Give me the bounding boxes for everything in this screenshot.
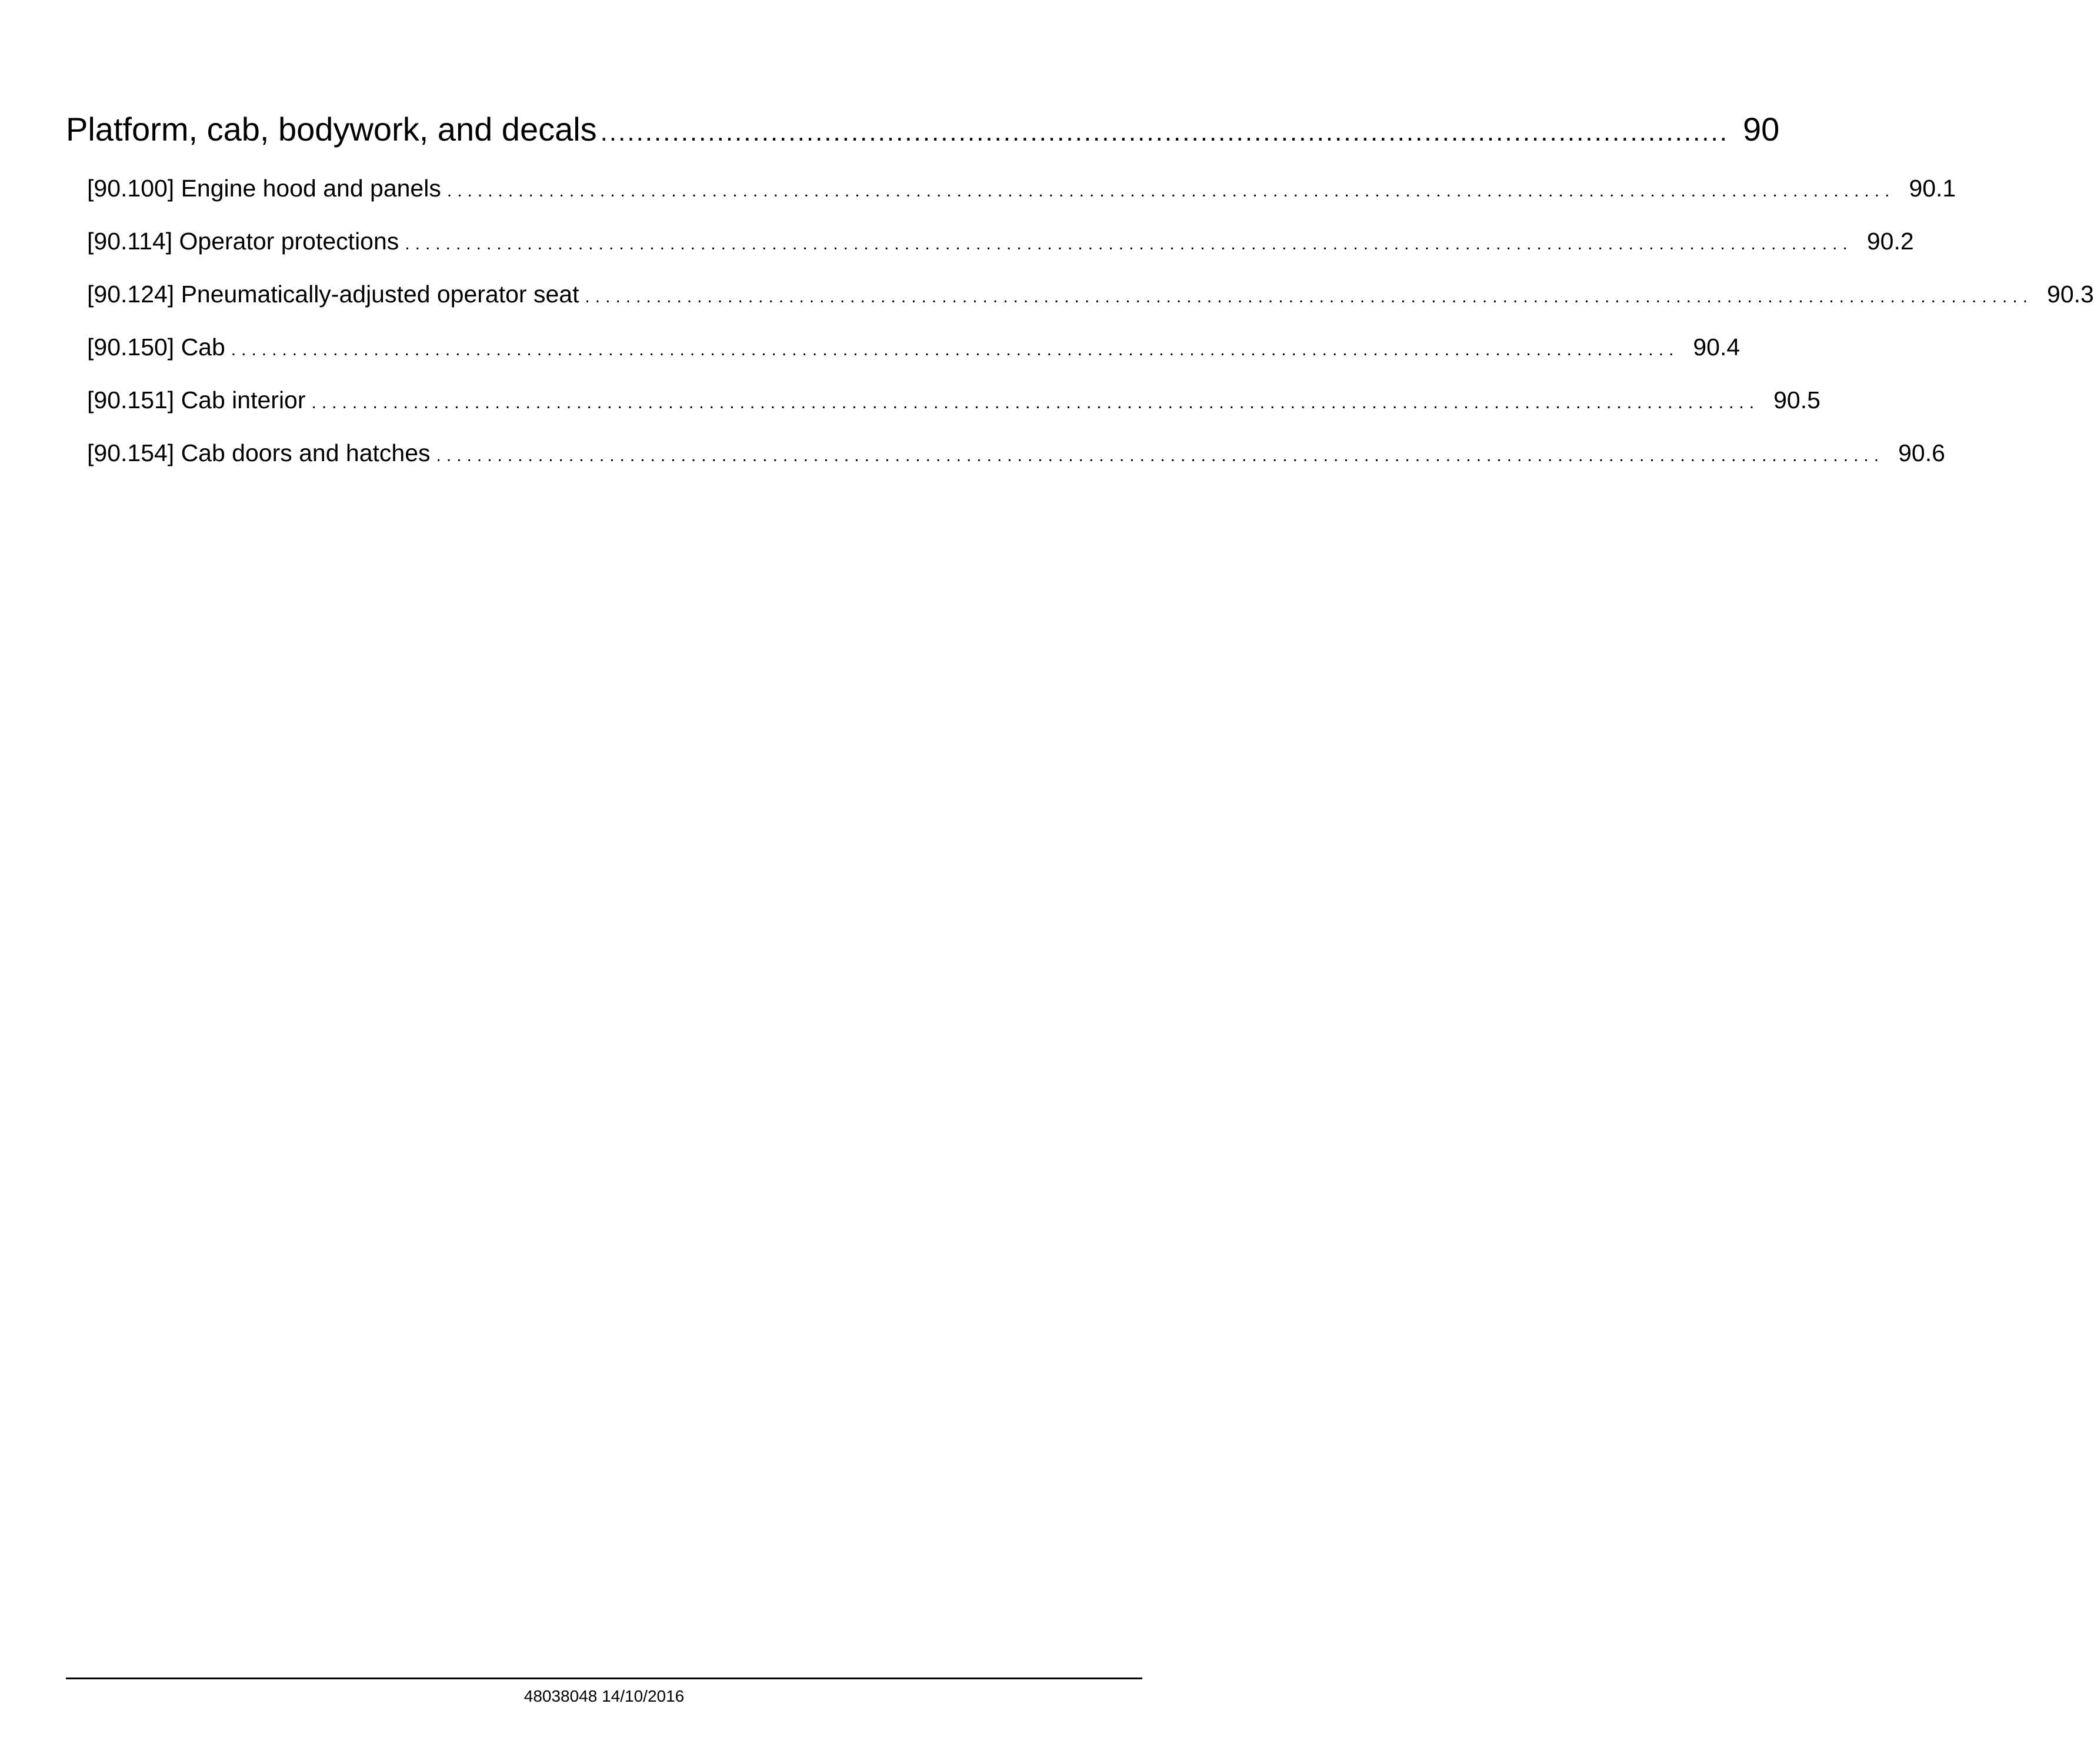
toc-entry[interactable] [87,329,1740,382]
toc-entry[interactable] [87,224,1914,276]
toc-entry-label: [90.114] Operator protections [87,228,399,255]
dot-leader: .............................................................................................................................................. [436,446,1885,465]
toc-entry-list [87,171,2094,488]
toc-entry[interactable] [87,435,1945,488]
toc-entry[interactable] [87,382,1820,435]
toc-entry-label: [90.124] Pneumatically-adjusted operator seat [87,281,579,308]
dot-leader: .............................................................................................................................. [600,118,1729,146]
toc-section-heading[interactable] [66,106,1780,153]
toc-entry-label: [90.100] Engine hood and panels [87,175,441,202]
dot-leader: .............................................................................................................................................. [405,234,1853,254]
toc-entry-label: [90.151] Cab interior [87,386,306,414]
footer-divider [66,1678,1142,1679]
dot-leader: .............................................................................................................................................. [311,393,1760,412]
toc-entry-label: [90.150] Cab [87,334,225,361]
toc-entry-page: 90.3 [2047,281,2094,308]
dot-leader: .............................................................................................................................................. [446,181,1895,201]
toc-entry-page: 90.1 [1909,175,1956,202]
toc-entry-page: 90.6 [1898,439,1945,466]
toc-entry[interactable] [87,276,2094,329]
toc-entry-page: 90.4 [1693,334,1740,361]
section-title: Platform, cab, bodywork, and decals [66,111,597,148]
toc-entry-page: 90.5 [1773,386,1820,414]
dot-leader: .............................................................................................................................................. [585,287,2033,306]
toc-entry[interactable] [87,171,1956,224]
toc-entry-label: [90.154] Cab doors and hatches [87,439,431,466]
section-page-number: 90 [1742,111,1780,148]
toc-entry-page: 90.2 [1866,228,1914,255]
dot-leader: .............................................................................................................................................. [231,340,1679,359]
footer-document-id: 48038048 14/10/2016 [524,1687,685,1705]
